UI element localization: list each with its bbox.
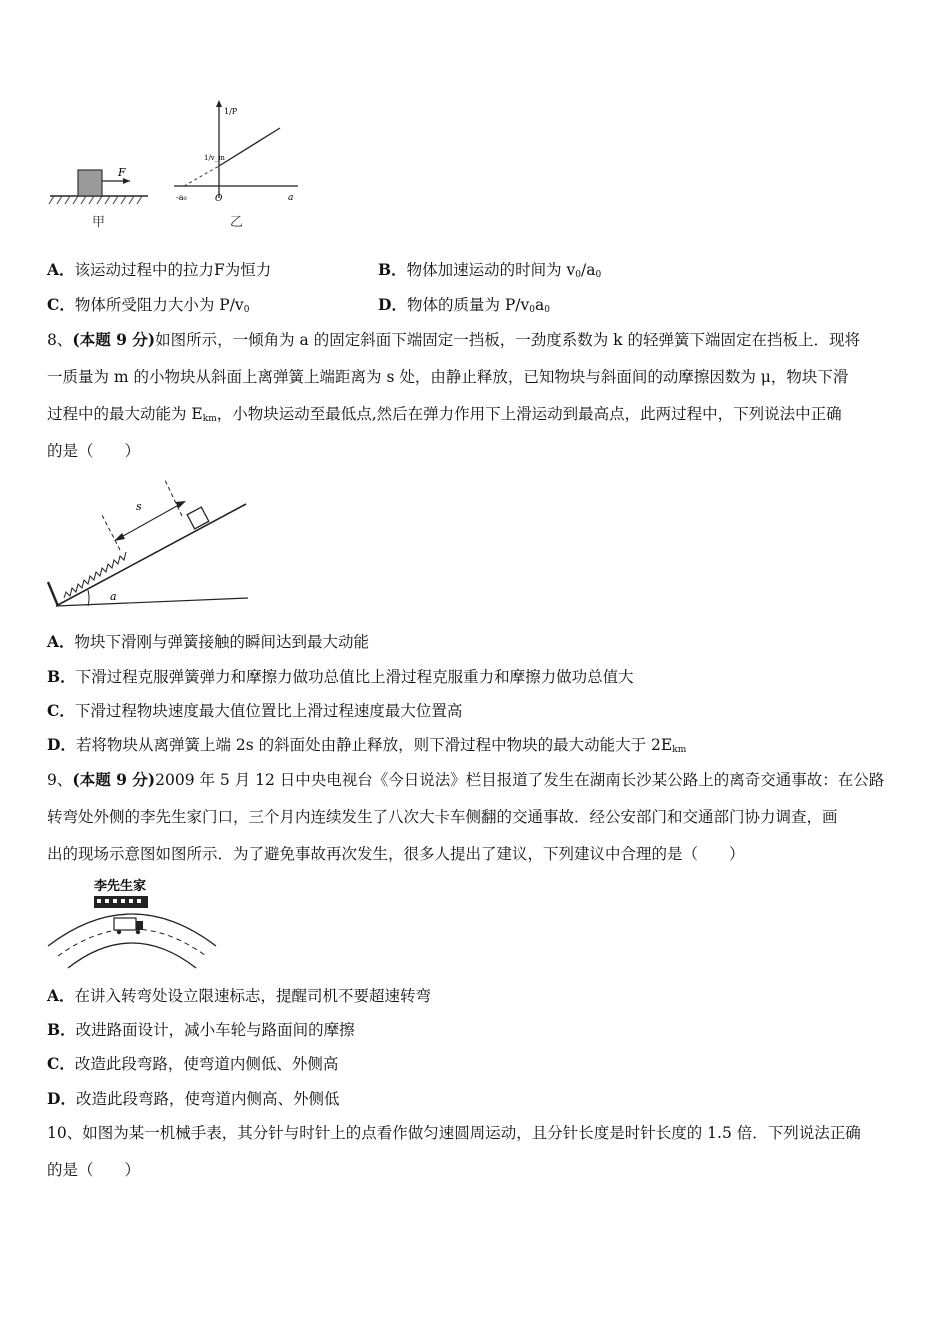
- q9-stem-line2: 转弯处外侧的李先生家门口，三个月内连续发生了八次大卡车侧翻的交通事故．经公安部门和交通部门协力调查，画: [47, 808, 838, 826]
- x-axis-label: a: [288, 193, 294, 203]
- spring: [64, 552, 126, 598]
- distance-s-label: s: [136, 500, 142, 513]
- figure-yi: [174, 100, 298, 230]
- q7-option-c: C．物体所受阻力大小为 $P/v_0$: [47, 295, 250, 315]
- y-intercept-label: 1/v_m: [204, 154, 225, 162]
- angle-a-label: a: [110, 590, 117, 603]
- q10-stem-line1: 10、如图为某一机械手表，其分针与时针上的点看作做匀速圆周运动，且分针长度是时针长度的 1.5 倍．下列说法正确: [47, 1124, 861, 1142]
- figure-label-jia: 甲: [92, 215, 106, 230]
- figure-label-yi: 乙: [230, 215, 244, 230]
- x-neg-label: -a₀: [176, 193, 187, 202]
- origin-label: O: [215, 194, 223, 204]
- q7-option-b: B．物体加速运动的时间为 $v_0/a_0$: [378, 260, 602, 280]
- force-label: F: [118, 166, 126, 179]
- truck-icon: [114, 918, 143, 934]
- q8-stem-line4: 的是（ ）: [47, 442, 141, 460]
- q8-option-c: C．下滑过程物块速度最大值位置比上滑过程速度最大位置高: [47, 701, 463, 720]
- q9-option-b: B．改进路面设计，减小车轮与路面间的摩擦: [47, 1020, 355, 1039]
- q9-stem-line3: 出的现场示意图如图所示．为了避免事故再次发生，很多人提出了建议，下列建议中合理的是（ ）: [47, 845, 745, 863]
- q7-option-d: D．物体的质量为 $P/v_0a_0$: [378, 295, 551, 315]
- q8-stem-line3: 过程中的最大动能为 $E_{km}$，小物块运动至最低点,然后在弹力作用下上滑运动到最高点，此两过程中，下列说法中正确: [47, 405, 842, 424]
- q9-option-a: A．在讲入转弯处设立限速标志，提醒司机不要超速转弯: [47, 986, 432, 1005]
- figure-jia: [49, 166, 148, 230]
- q8-option-d: D．若将物块从离弹簧上端 2s 的斜面处由静止释放，则下滑过程中物块的最大动能大于 $2E_{km}$: [47, 735, 687, 755]
- q8-option-b: B．下滑过程克服弹簧弹力和摩擦力做功总值比上滑过程克服重力和摩擦力做功总值大: [47, 667, 634, 686]
- q8-option-a: A．物块下滑刚与弹簧接触的瞬间达到最大动能: [47, 632, 370, 651]
- q9-option-c: C．改造此段弯路，使弯道内侧低、外侧高: [47, 1054, 339, 1073]
- q9-road-figure: [44, 872, 220, 978]
- house-label: 李先生家: [94, 879, 147, 894]
- q7-option-a: A．该运动过程中的拉力F为恒力: [47, 260, 272, 279]
- q9-option-d: D．改造此段弯路，使弯道内侧高、外侧低: [47, 1089, 340, 1108]
- q8-stem-line1: 8、(本题 9 分)如图所示，一倾角为 a 的固定斜面下端固定一挡板，一劲度系数为 k 的轻弹簧下端固定在挡板上．现将: [47, 330, 860, 349]
- y-axis-top-label: 1/P: [224, 107, 238, 116]
- q8-incline-figure: [44, 470, 254, 610]
- q9-stem-line1: 9、(本题 9 分)2009 年 5 月 12 日中央电视台《今日说法》栏目报道了发生在湖南长沙某公路上的离奇交通事故：在公路: [47, 770, 885, 789]
- q7-figure: [44, 98, 314, 238]
- q8-stem-line2: 一质量为 m 的小物块从斜面上离弹簧上端距离为 s 处，由静止释放，已知物块与斜面间的动摩擦因数为 μ，物块下滑: [47, 368, 849, 386]
- q10-stem-line2: 的是（ ）: [47, 1161, 141, 1179]
